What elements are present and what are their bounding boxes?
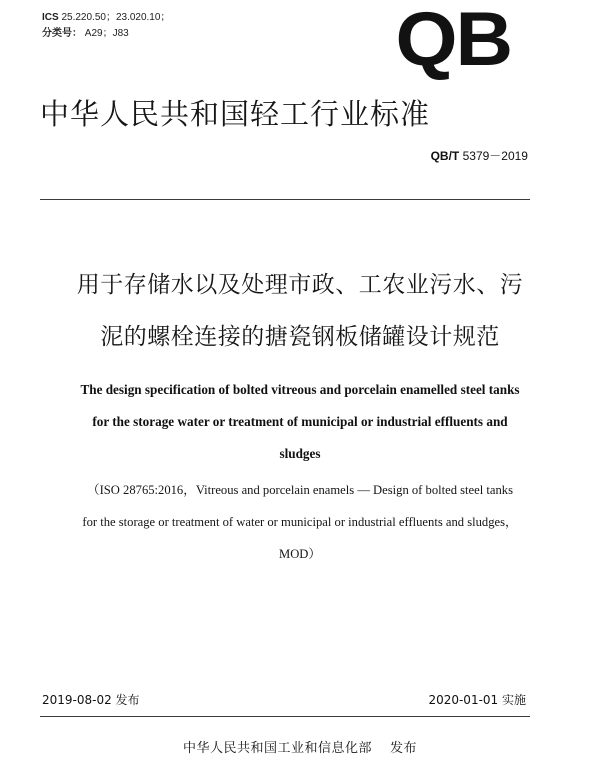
publisher-line [140, 739, 460, 759]
iso-reference-line-2: for the storage or treatment of water or municipal or industrial effluents and sludges， [82, 515, 518, 529]
qb-logo: QB [395, 0, 512, 82]
bottom-divider [40, 716, 530, 717]
implementation-date: 2020-01-01 实施 [428, 693, 526, 707]
publisher-action: 发布 [390, 741, 418, 756]
standard-prefix: QB/T [430, 149, 460, 163]
class-row [42, 26, 170, 42]
ics-codes: 25.220.50；23.020.10； [61, 12, 171, 23]
class-label: 分类号： [42, 28, 82, 39]
iso-reference-line-3: MOD） [279, 547, 321, 561]
publisher-name: 中华人民共和国工业和信息化部 [182, 741, 372, 756]
title-cn-line-1: 用于存储水以及处理市政、工农业污水、污 [76, 272, 524, 298]
issue-date: 2019-08-02 发布 [42, 693, 140, 707]
classification-block [42, 10, 170, 42]
ics-label: ICS [42, 12, 59, 23]
title-en-line-1: The design specification of bolted vitreous and porcelain enamelled steel tanks [80, 382, 520, 397]
iso-reference-line-1: （ISO 28765:2016，Vitreous and porcelain enamels — Design of bolted steel tanks [87, 483, 513, 497]
title-en-line-2: for the storage water or treatment of municipal or industrial effluents and [92, 414, 508, 429]
title-en-line-3: sludges [279, 446, 321, 461]
top-divider [40, 199, 530, 200]
ministry-standard-title: 中华人民共和国轻工行业标准 [40, 97, 431, 131]
standard-number [360, 148, 528, 164]
ics-row [42, 10, 170, 26]
standard-code: 5379－2019 [462, 149, 528, 163]
class-codes: A29；J83 [84, 28, 129, 39]
title-cn-line-2: 泥的螺栓连接的搪瓷钢板储罐设计规范 [100, 324, 500, 350]
